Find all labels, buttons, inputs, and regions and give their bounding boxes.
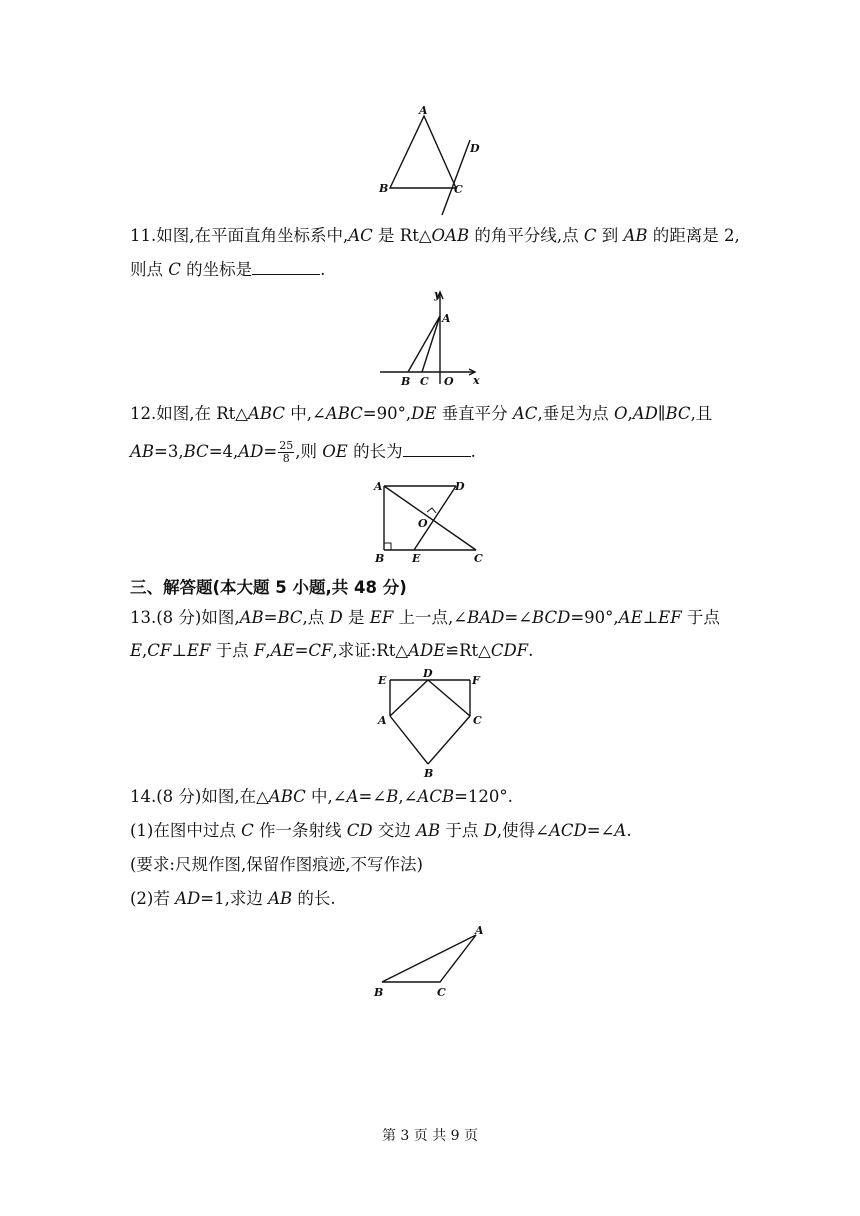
label-a: A — [378, 714, 387, 727]
label-e: E — [378, 674, 387, 687]
figure-q12 — [370, 478, 500, 568]
answer-blank[interactable] — [252, 260, 320, 275]
label-b: B — [401, 375, 411, 388]
segment-ad — [390, 680, 428, 716]
answer-blank[interactable] — [403, 442, 471, 457]
segment-ac — [384, 486, 476, 550]
q11-line2: 则点 C 的坐标是 . — [130, 260, 326, 279]
q11-line1: 11.如图,在平面直角坐标系中,AC 是 Rt△OAB 的角平分线,点 C 到 AB 的距离是 2, — [130, 226, 740, 245]
label-f: F — [472, 674, 480, 687]
figure-q13 — [372, 666, 492, 782]
label-o: O — [444, 375, 454, 388]
figure-q14 — [370, 920, 500, 1000]
page-footer: 第 3 页 共 9 页 — [381, 1128, 479, 1144]
q12-line1: 12.如图,在 Rt△ABC 中,∠ABC=90°,DE 垂直平分 AC,垂足为点 O,AD∥BC,且 — [130, 404, 713, 423]
label-b: B — [374, 986, 384, 999]
figure-q11 — [378, 288, 488, 388]
segment-ab — [390, 716, 428, 764]
q13-line1: 13.(8 分)如图,AB=BC,点 D 是 EF 上一点,∠BAD=∠BCD=90°,AE⊥EF 于点 — [130, 608, 720, 627]
label-e: E — [412, 552, 421, 565]
label-a: A — [419, 104, 428, 117]
q13-line2: E,CF⊥EF 于点 F,AE=CF,求证:Rt△ADE≌Rt△CDF. — [130, 641, 534, 660]
section-heading: 三、解答题(本大题 5 小题,共 48 分) — [130, 578, 407, 597]
segment-cb — [428, 716, 470, 764]
label-c: C — [420, 375, 429, 388]
label-c: C — [474, 552, 483, 565]
label-o: O — [418, 517, 428, 530]
triangle-abc — [382, 935, 476, 982]
label-d: D — [423, 667, 433, 680]
q14-line3: (要求:尺规作图,保留作图痕迹,不写作法) — [130, 855, 423, 874]
label-b: B — [379, 182, 389, 195]
right-angle-o — [427, 508, 436, 513]
label-b: B — [375, 552, 385, 565]
label-a: A — [442, 312, 451, 325]
label-x: x — [473, 374, 480, 387]
line-cd — [442, 140, 470, 215]
segment-cd — [428, 680, 470, 716]
fraction: $\frac{25}{8}$ — [279, 439, 294, 465]
label-d: D — [455, 480, 465, 493]
label-c: C — [454, 183, 463, 196]
label-a: A — [374, 480, 383, 493]
label-c: C — [473, 714, 482, 727]
label-b: B — [424, 767, 434, 780]
label-d: D — [470, 142, 480, 155]
figure-q10 — [370, 100, 510, 220]
label-c: C — [437, 986, 446, 999]
triangle-abc — [390, 116, 456, 188]
q14-line1: 14.(8 分)如图,在△ABC 中,∠A=∠B,∠ACB=120°. — [130, 787, 513, 806]
q12-line2: AB=3,BC=4,AD= $\frac{25}{8}$ ,则 OE 的长为 . — [130, 439, 476, 465]
label-y: y — [434, 288, 441, 301]
right-angle-b — [384, 543, 391, 550]
q14-line4: (2)若 AD=1,求边 AB 的长. — [130, 889, 336, 908]
q14-line2: (1)在图中过点 C 作一条射线 CD 交边 AB 于点 D,使得∠ACD=∠A. — [130, 821, 632, 840]
label-a: A — [475, 924, 484, 937]
